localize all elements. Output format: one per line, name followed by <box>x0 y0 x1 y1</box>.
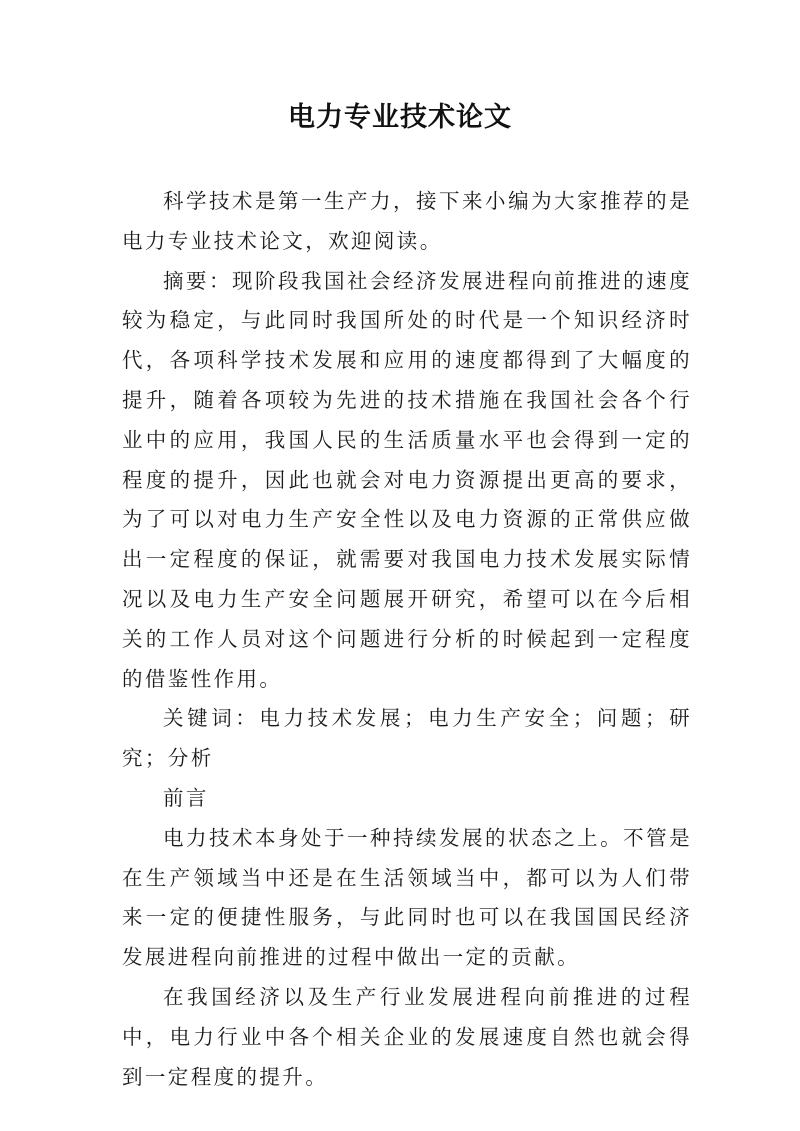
paragraph-intro: 科学技术是第一生产力，接下来小编为大家推荐的是电力专业技术论文，欢迎阅读。 <box>122 189 692 253</box>
section-heading-preface: 前言 <box>163 785 209 810</box>
paragraph-keywords: 关键词：电力技术发展；电力生产安全；问题；研究；分析 <box>122 706 692 771</box>
paragraph-preface-1: 电力技术本身处于一种持续发展的状态之上。不管是在生产领域当中还是在生活领域当中，都可以为人们带来一定的便捷性服务，与此同时也可以在我国国民经济发展进程向前推进的过程中做出一定的贡献。 <box>122 825 692 970</box>
paragraph-preface-2: 在我国经济以及生产行业发展进程向前推进的过程中，电力行业中各个相关企业的发展速度自然也就会得到一定程度的提升。 <box>122 984 692 1089</box>
document-title: 电力专业技术论文 <box>288 102 512 133</box>
paragraph-abstract: 摘要：现阶段我国社会经济发展进程向前推进的速度较为稳定，与此同时我国所处的时代是一个知识经济时代，各项科学技术发展和应用的速度都得到了大幅度的提升，随着各项较为先进的技术措施在我国社会各个行业中的应用，我国人民的生活质量水平也会得到一定的程度的提升，因此也就会对电力资源提出更高的要求，为了可以对电力生产安全性以及电力资源的正常供应做出一定程度的保证，就需要对我国电力技术发展实际情况以及电力生产安全问题展开研究，希望可以在今后相关的工作人员对这个问题进行分析的时候起到一定程度的借鉴性作用。 <box>122 268 692 691</box>
document-body <box>122 182 692 1097</box>
